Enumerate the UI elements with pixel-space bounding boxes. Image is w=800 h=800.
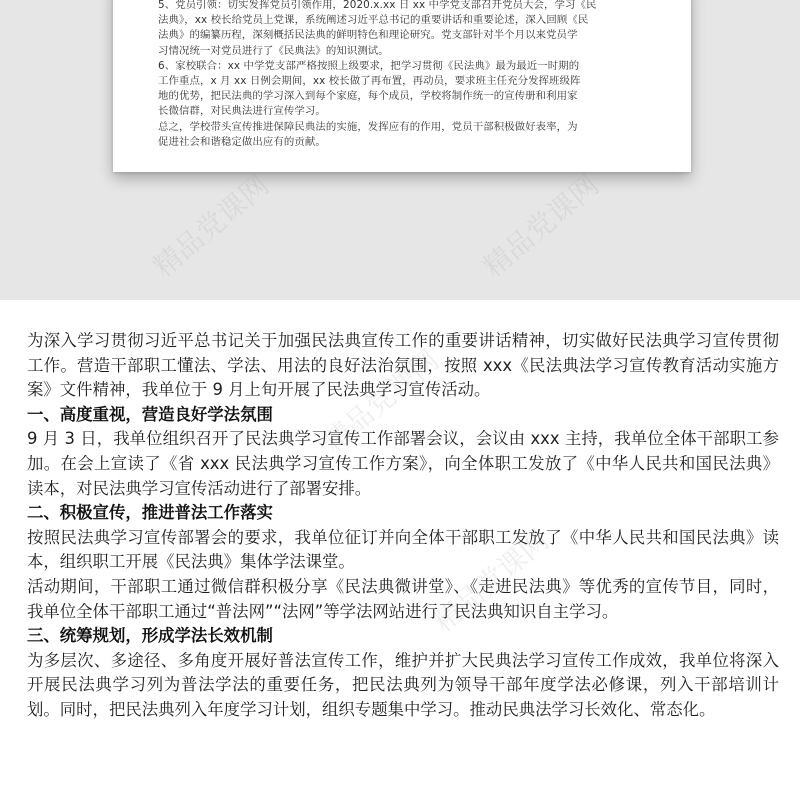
paper-line: 促进社会和谐稳定做出应有的贡献。 <box>158 135 326 148</box>
paper-line: 地的优势，把民法典的学习深入到每个家庭，每个成员，学校将制作统一的宣传册和利用家 <box>158 90 578 103</box>
section-heading-3: 三、统筹规划，形成学法长效机制 <box>27 626 273 646</box>
intro-paragraph: 为深入学习贯彻习近平总书记关于加强民法典宣传工作的重要讲话精神，切实做好民法典学习宣传贯彻工作。营造干部职工懂法、学法、用法的良好法治氛围，按照 xxx《民法典法学习宣传教育活动实施方案》文件精神，我单位于 9 月上旬开展了民法典学习宣传活动。 <box>27 331 779 400</box>
paper-line: 5、党员引领：切实发挥党员引领作用，2020.x.xx 日 xx 中学党支部召开党员大会，学习《民 <box>158 0 597 11</box>
article-body <box>27 329 779 723</box>
watermark-text: 精品党课网 <box>426 523 556 639</box>
section-heading-2: 二、积极宣传，推进普法工作落实 <box>27 503 273 523</box>
section-3-paragraph: 为多层次、多途径、多角度开展好普法宣传工作，维护并扩大民典法学习宣传工作成效，我单位将深入开展民法典学习列为普法学法的重要任务，把民法典列为领导干部年度学法必修课，列入干部培训计划。同时，把民法典列入年度学习计划，组织专题集中学习。推动民典法学习长效化、常态化。 <box>27 650 779 719</box>
paper-line: 习情况统一对党员进行了《民典法》的知识测试。 <box>158 44 389 57</box>
section-heading-1: 一、高度重视，营造良好学法氛围 <box>27 404 273 424</box>
paper-line: 总之，学校带头宣传推进保障民典法的实施，发挥应有的作用，党员干部积极做好表率，为 <box>158 120 578 133</box>
section-1-paragraph: 9 月 3 日，我单位组织召开了民法典学习宣传工作部署会议，会议由 xxx 主持，我单位全体干部职工参加。在会上宣读了《省 xxx 民法典学习宣传工作方案》，向全体职工发放了《中华人民共和国民法典》读本，对民法典学习宣传活动进行了部署安排。 <box>27 429 779 498</box>
section-2-paragraph-b: 活动期间，干部职工通过微信群积极分享《民法典微讲堂》、《走进民法典》等优秀的宣传节目，同时，我单位全体干部职工通过“普法网”“法网”等学法网站进行了民法典知识自主学习。 <box>27 576 779 621</box>
paper-line: 法典》，xx 校长给党员上党课，系统阐述习近平总书记的重要讲话和重要论述，深入回顾《民 <box>158 14 589 27</box>
paper-line: 法典》的编纂历程，深刻概括民法典的鲜明特色和理论研究。党支部针对半个月以来党员学 <box>158 29 578 42</box>
watermark-text: 精品党课网 <box>316 343 446 459</box>
paper-line: 长微信群，对民典法进行宣传学习。 <box>158 105 326 118</box>
paper-line: 6、家校联合：xx 中学党支部严格按照上级要求，把学习贯彻《民法典》最为最近一时期的 <box>158 59 580 72</box>
paper-line: 工作重点，x 月 xx 日例会期间，xx 校长做了再布置，再动员，要求班主任充分发挥班级阵 <box>158 75 581 88</box>
section-2-paragraph-a: 按照民法典学习宣传部署会的要求，我单位征订并向全体干部职工发放了《中华人民共和国民法典》读本，组织职工开展《民法典》集体学法课堂。 <box>27 527 779 572</box>
document-preview-sheet <box>113 0 691 172</box>
